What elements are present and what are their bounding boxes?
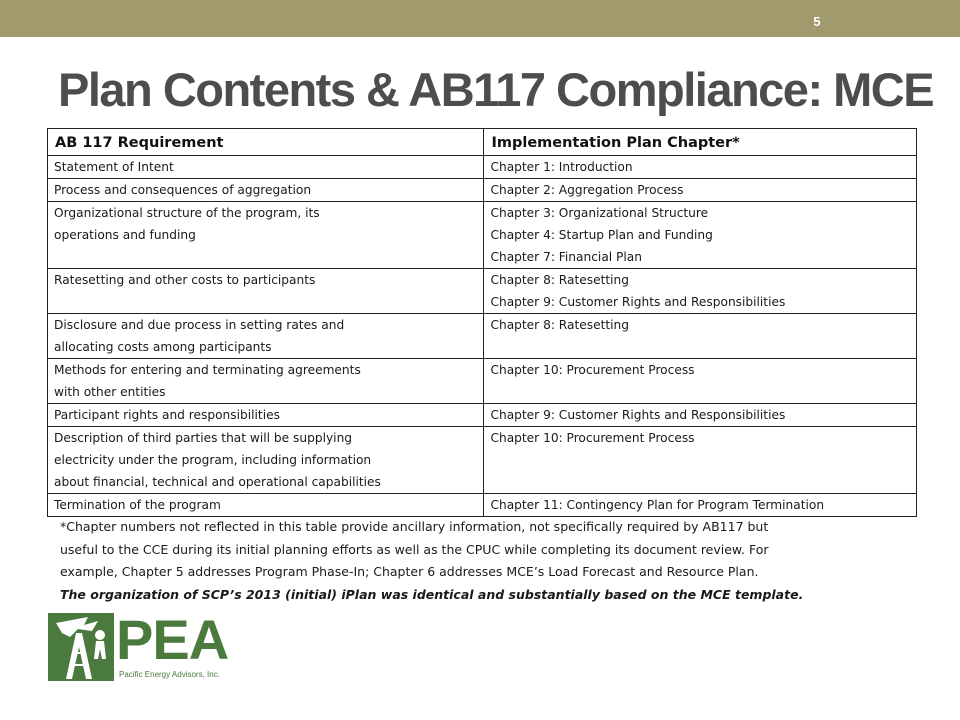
footnote-line: useful to the CCE during its initial planning efforts as well as the CPUC while completing its document review. For bbox=[60, 541, 769, 557]
table-row bbox=[48, 202, 917, 269]
footnote-line: example, Chapter 5 addresses Program Phase-In; Chapter 6 addresses MCE’s Load Forecast and Resource Plan. bbox=[60, 564, 759, 579]
table-row bbox=[48, 359, 917, 404]
requirement-cell bbox=[48, 179, 484, 202]
chapter-cell bbox=[484, 314, 917, 359]
footnote bbox=[60, 516, 940, 606]
requirement-cell-line: Disclosure and due process in setting rates and bbox=[54, 318, 345, 332]
table-row bbox=[48, 156, 917, 179]
chapter-cell bbox=[484, 179, 917, 202]
requirement-cell-line: about financial, technical and operational capabilities bbox=[54, 475, 381, 489]
requirement-cell bbox=[48, 314, 484, 359]
table-row bbox=[48, 427, 917, 494]
requirement-cell-line: Organizational structure of the program, its bbox=[54, 206, 320, 220]
column-header-chapter: Implementation Plan Chapter* bbox=[484, 129, 917, 156]
requirement-cell-line: Ratesetting and other costs to participants bbox=[54, 273, 316, 287]
chapter-cell bbox=[484, 202, 917, 269]
table-body bbox=[48, 156, 917, 517]
requirement-cell-line: allocating costs among participants bbox=[54, 340, 272, 354]
chapter-cell bbox=[484, 494, 917, 517]
chapter-cell bbox=[484, 156, 917, 179]
requirement-cell-line: electricity under the program, including information bbox=[54, 453, 372, 467]
top-bar bbox=[0, 0, 960, 37]
chapter-cell bbox=[484, 269, 917, 314]
chapter-cell-line: Chapter 3: Organizational Structure bbox=[490, 206, 709, 220]
table-row bbox=[48, 179, 917, 202]
requirement-cell-line: Termination of the program bbox=[54, 498, 221, 512]
chapter-cell-line: Chapter 11: Contingency Plan for Program Termination bbox=[490, 498, 825, 512]
requirement-cell-line: Participant rights and responsibilities bbox=[54, 408, 280, 422]
chapter-cell-line: Chapter 10: Procurement Process bbox=[490, 431, 695, 445]
requirement-cell bbox=[48, 269, 484, 314]
chapter-cell-line: Chapter 4: Startup Plan and Funding bbox=[490, 228, 713, 242]
page-title: Plan Contents & AB117 Compliance: MCE bbox=[58, 63, 934, 116]
chapter-cell-line: Chapter 7: Financial Plan bbox=[490, 250, 642, 264]
requirement-cell-line: Description of third parties that will be supplying bbox=[54, 431, 353, 445]
requirement-cell bbox=[48, 427, 484, 494]
logo-subtitle: Pacific Energy Advisors, Inc. bbox=[119, 670, 220, 679]
table-header-row bbox=[48, 129, 917, 156]
logo-wordmark: PEA bbox=[116, 608, 229, 671]
requirement-cell-line: Statement of Intent bbox=[54, 160, 174, 174]
chapter-cell-line: Chapter 9: Customer Rights and Responsibilities bbox=[490, 408, 786, 422]
pea-logo bbox=[48, 608, 248, 683]
chapter-cell bbox=[484, 427, 917, 494]
chapter-cell-line: Chapter 8: Ratesetting bbox=[490, 273, 630, 287]
requirement-cell-line: Methods for entering and terminating agreements bbox=[54, 363, 361, 377]
chapter-cell-line: Chapter 1: Introduction bbox=[490, 160, 633, 174]
table-row bbox=[48, 269, 917, 314]
chapter-cell-line: Chapter 9: Customer Rights and Responsibilities bbox=[490, 295, 786, 309]
requirement-cell bbox=[48, 202, 484, 269]
chapter-cell-line: Chapter 8: Ratesetting bbox=[490, 318, 630, 332]
chapter-cell-line: Chapter 2: Aggregation Process bbox=[490, 183, 684, 197]
footnote-emphasis: The organization of SCP’s 2013 (initial) iPlan was identical and substantially based on the MCE template. bbox=[60, 586, 804, 602]
requirement-cell-line: Process and consequences of aggregation bbox=[54, 183, 312, 197]
table-row bbox=[48, 314, 917, 359]
table-row bbox=[48, 404, 917, 427]
requirement-cell bbox=[48, 156, 484, 179]
requirement-cell bbox=[48, 404, 484, 427]
column-header-requirement: AB 117 Requirement bbox=[48, 129, 484, 156]
chapter-cell bbox=[484, 359, 917, 404]
chapter-cell bbox=[484, 404, 917, 427]
requirement-cell bbox=[48, 359, 484, 404]
slide-number: 5 bbox=[813, 14, 821, 29]
table-row bbox=[48, 494, 917, 517]
tower-figure-icon bbox=[48, 613, 114, 681]
requirement-cell bbox=[48, 494, 484, 517]
requirement-cell-line: with other entities bbox=[54, 385, 166, 399]
footnote-line: *Chapter numbers not reflected in this table provide ancillary information, not specifically required by AB117 but bbox=[60, 519, 769, 534]
chapter-cell-line: Chapter 10: Procurement Process bbox=[490, 363, 695, 377]
requirement-cell-line: operations and funding bbox=[54, 228, 196, 242]
requirements-table bbox=[47, 128, 917, 517]
